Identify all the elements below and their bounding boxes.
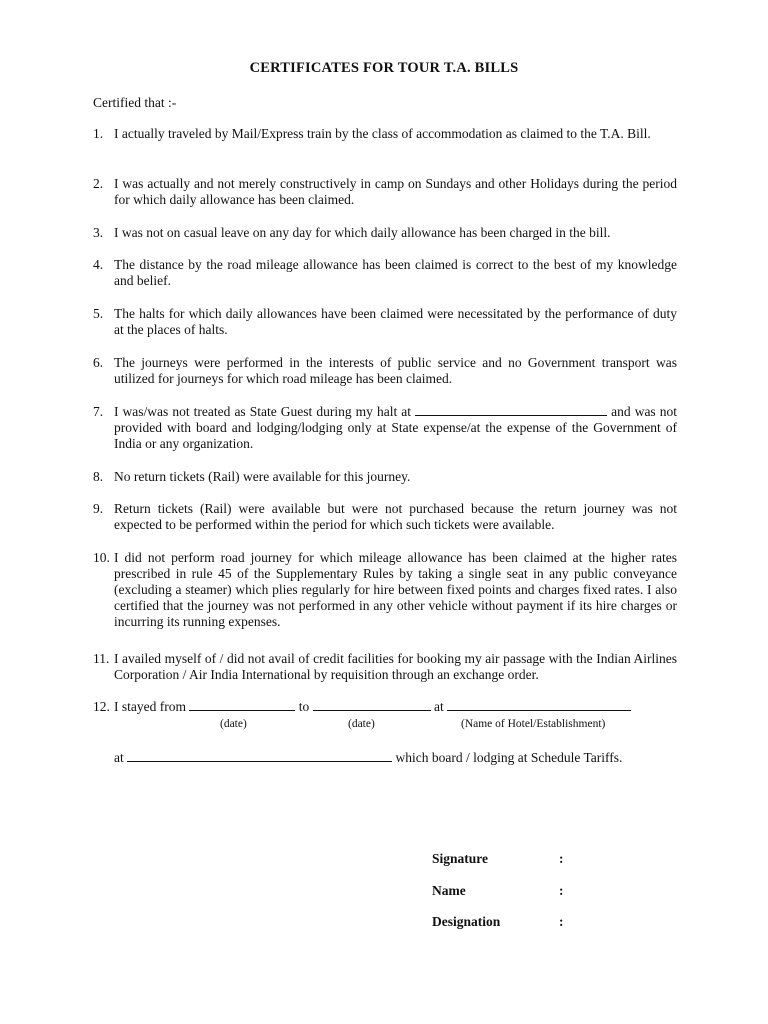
item-text-part: I was/was not treated as State Guest during my halt at: [114, 404, 412, 419]
item-number: 1.: [93, 126, 104, 141]
item-number: 8.: [93, 469, 104, 484]
document-title: CERTIFICATES FOR TOUR T.A. BILLS: [249, 60, 519, 76]
list-item: [93, 501, 677, 533]
item-text: The distance by the road mileage allowance has been claimed is correct to the best of my knowledge and belief.: [114, 257, 677, 288]
item-text: [114, 404, 677, 452]
list-item: [93, 651, 677, 683]
item-number: 7.: [93, 404, 104, 419]
item-number: 11.: [93, 651, 110, 666]
hotel-caption: (Name of Hotel/Establishment): [461, 718, 606, 730]
item-text: The journeys were performed in the interests of public service and no Government transport was utilized for journeys for which road mileage has been claimed.: [114, 355, 677, 386]
lodging-prefix: at: [114, 750, 124, 765]
stay-from-date-blank[interactable]: [189, 699, 295, 711]
item-number: 4.: [93, 257, 104, 272]
signature-label: Signature: [432, 851, 489, 866]
designation-label: Designation: [432, 914, 501, 929]
item-text: No return tickets (Rail) were available for this journey.: [114, 469, 411, 484]
item-text-part: I stayed from: [114, 699, 186, 714]
list-item: [93, 225, 677, 241]
item-text: The halts for which daily allowances have been claimed were necessitated by the performance of duty at the places of halts.: [114, 306, 677, 337]
list-item: [93, 699, 677, 715]
item-number: 5.: [93, 306, 104, 321]
item-text: I did not perform road journey for which mileage allowance has been claimed at the higher rates prescribed in rule 45 of the Supplementary Rules by taking a single seat in any public conveyance (excluding a steamer) which plies regularly for hire between fixed points and charges fixed rates. I also certified that the journey was not performed in any other vehicle without payment if its hire charges or incurring its running expenses.: [114, 550, 677, 629]
item-text-part: at: [434, 699, 444, 714]
date-caption: (date): [348, 718, 375, 730]
item-number: 2.: [93, 176, 104, 191]
intro-text: Certified that :-: [93, 95, 177, 110]
hotel-name-blank[interactable]: [447, 699, 631, 711]
item-text: [114, 699, 677, 715]
item-number: 3.: [93, 225, 104, 240]
designation-colon: :: [559, 914, 564, 929]
item-text-part: to: [298, 699, 310, 714]
item-number: 9.: [93, 501, 104, 516]
list-item: [93, 550, 677, 630]
list-item: [93, 469, 677, 485]
item-number: 6.: [93, 355, 104, 370]
signature-colon: :: [559, 851, 564, 866]
lodging-line: [114, 750, 622, 766]
item-text-part: and was not provided with board and lodging/lodging only at State expense/at the expense of the Government of India or any organization.: [114, 404, 677, 451]
stay-to-date-blank[interactable]: [313, 699, 431, 711]
list-item: [93, 355, 677, 387]
list-item: [93, 404, 677, 452]
item-text: I was actually and not merely constructively in camp on Sundays and other Holidays during the period for which daily allowance has been claimed.: [114, 176, 677, 207]
list-item: [93, 306, 677, 338]
item-text: I availed myself of / did not avail of credit facilities for booking my air passage with the Indian Airlines Corporation / Air India International by requisition through an exchange order.: [114, 651, 677, 682]
name-label: Name: [432, 883, 466, 898]
lodging-suffix: which board / lodging at Schedule Tariffs.: [395, 750, 623, 765]
item-text: I actually traveled by Mail/Express train by the class of accommodation as claimed to the T.A. Bill.: [114, 126, 651, 141]
item-number: 10.: [93, 550, 110, 565]
lodging-place-blank[interactable]: [127, 750, 392, 762]
list-item: [93, 257, 677, 289]
item-text: I was not on casual leave on any day for which daily allowance has been charged in the bill.: [114, 225, 611, 240]
list-item: [93, 176, 677, 208]
item-text: Return tickets (Rail) were available but were not purchased because the return journey was not expected to be performed within the period for which such tickets were available.: [114, 501, 677, 532]
name-colon: :: [559, 883, 564, 898]
item-number: 12.: [93, 699, 110, 714]
date-caption: (date): [220, 718, 247, 730]
list-item: [93, 126, 677, 142]
halt-place-blank[interactable]: [415, 404, 607, 416]
